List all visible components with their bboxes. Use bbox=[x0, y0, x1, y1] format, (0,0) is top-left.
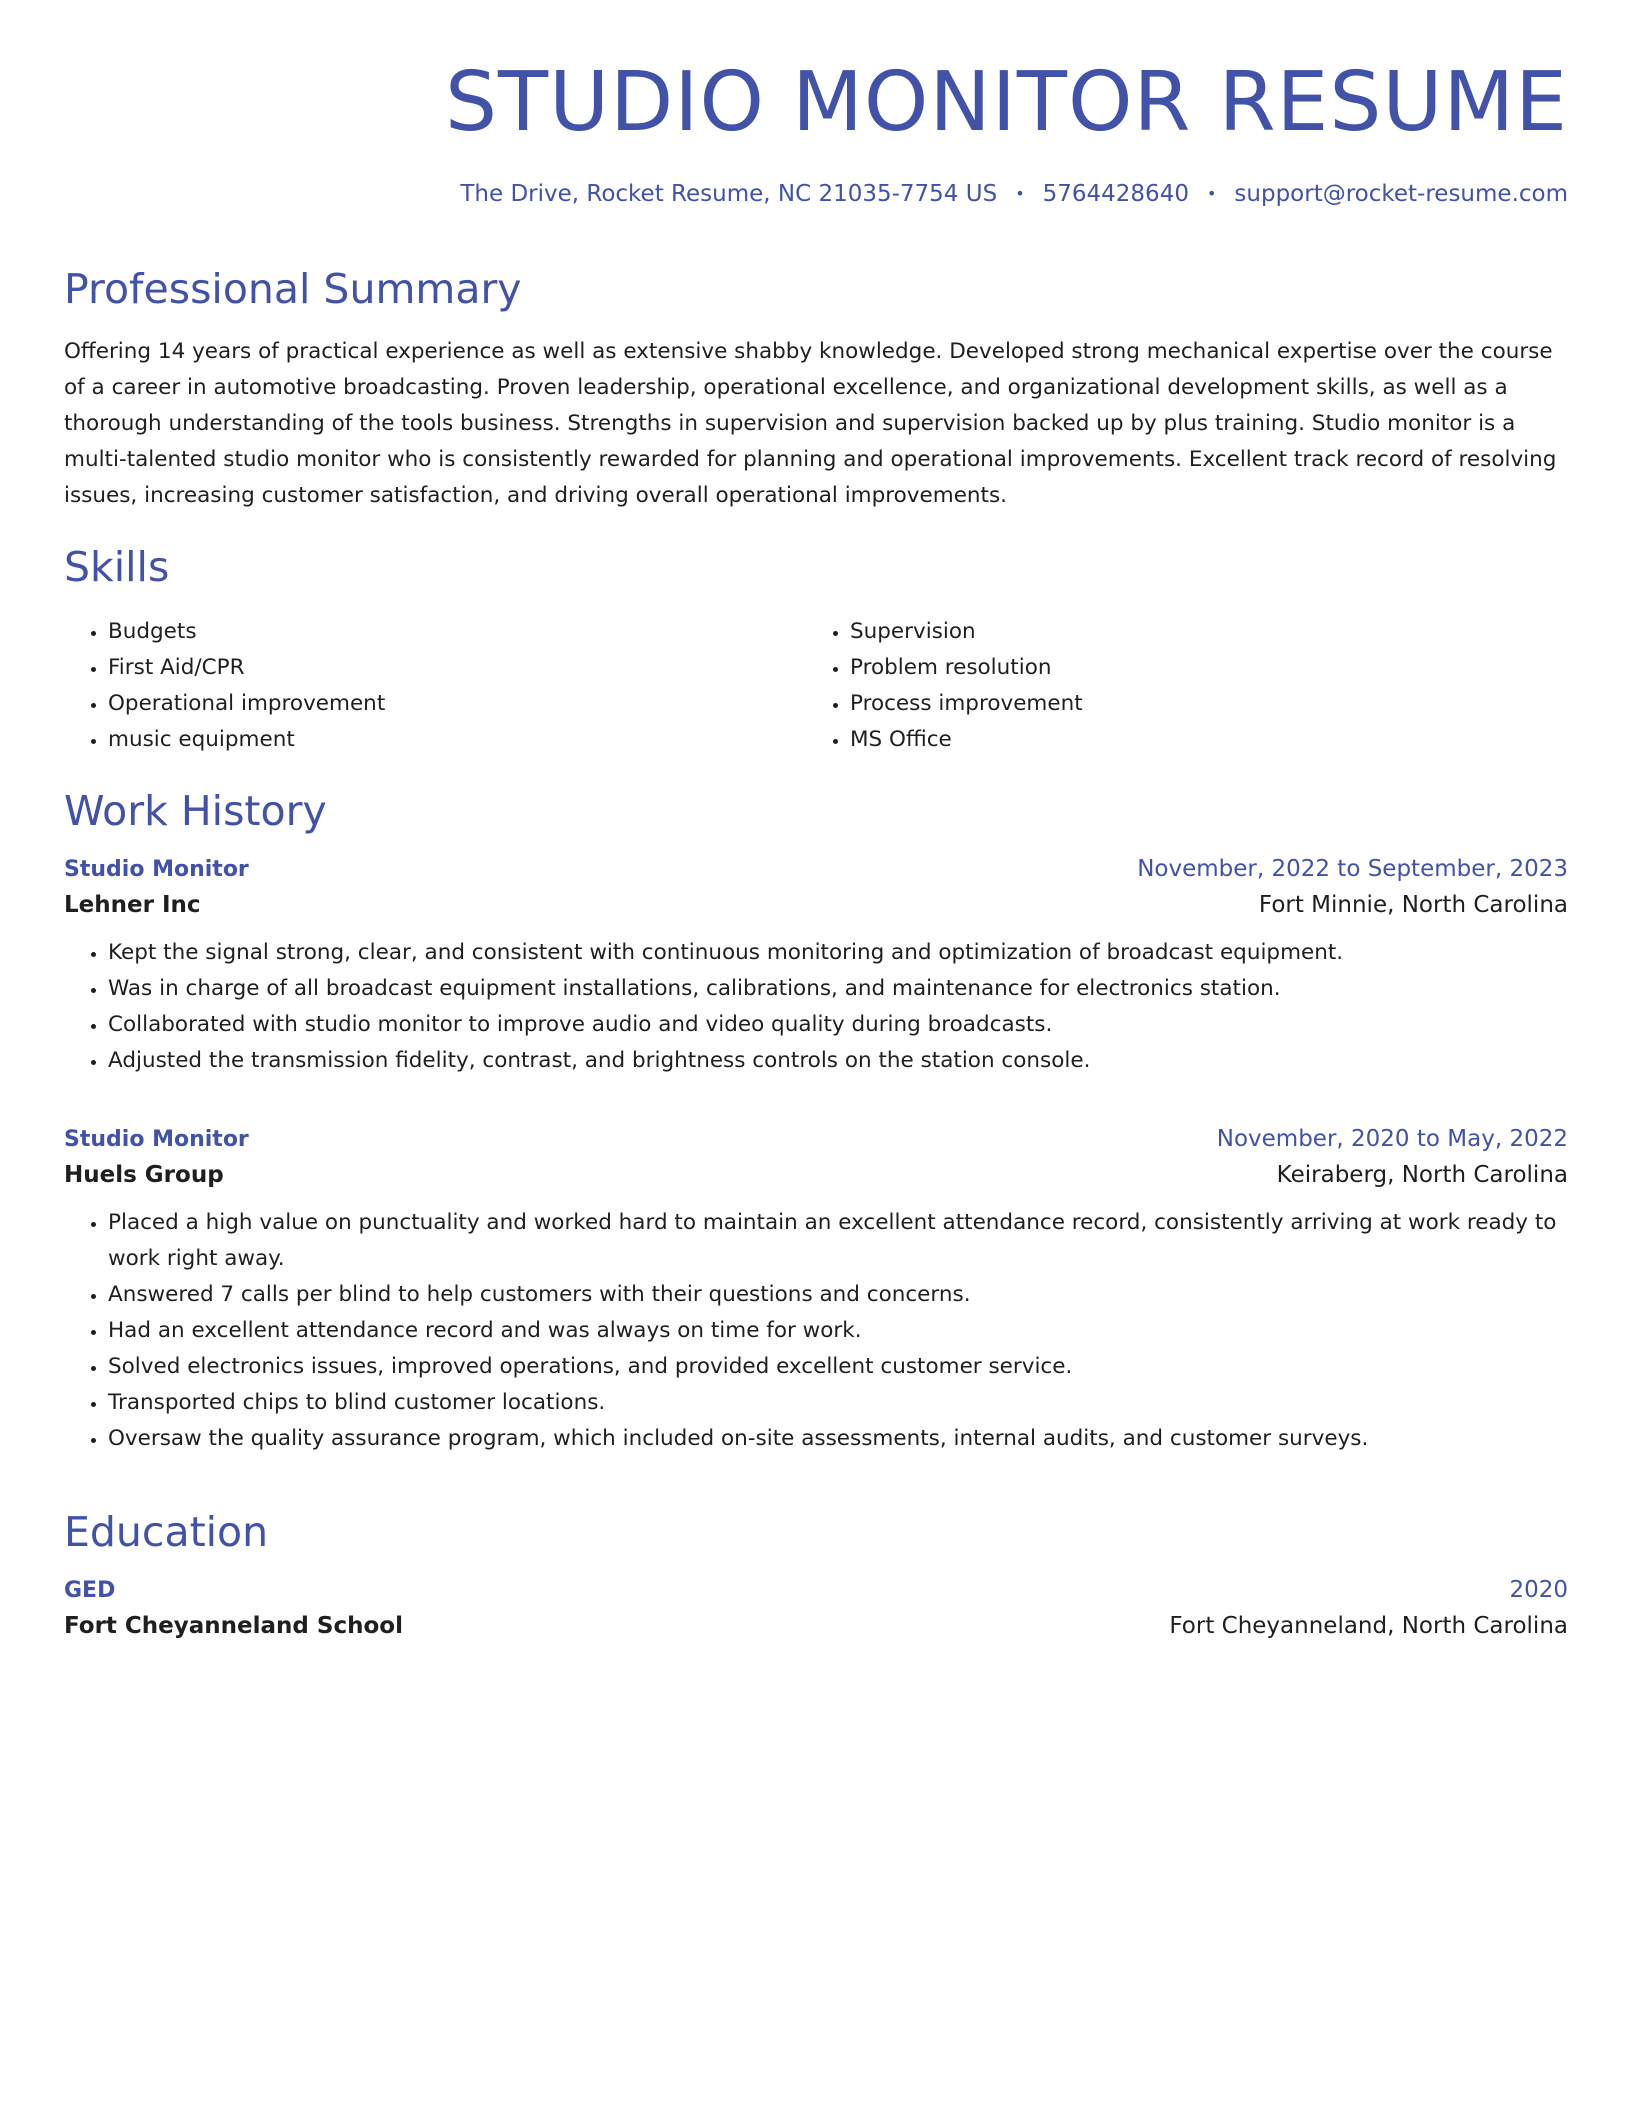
skill-item: • Supervision bbox=[850, 614, 1548, 650]
contact-line bbox=[64, 179, 1568, 209]
education-degree: GED bbox=[64, 1578, 116, 1603]
education-entry bbox=[64, 1573, 1568, 1644]
job-bullet: • Transported chips to blind customer locations. bbox=[108, 1385, 1568, 1421]
skills-column-right bbox=[806, 614, 1548, 758]
skill-item: • First Aid/CPR bbox=[108, 650, 806, 686]
job-bullet: • Adjusted the transmission fidelity, contrast, and brightness controls on the station console. bbox=[108, 1043, 1568, 1079]
education-location: Fort Cheyanneland, North Carolina bbox=[1169, 1613, 1568, 1639]
bullet-separator: • bbox=[1015, 184, 1025, 203]
resume-page bbox=[64, 0, 1568, 1639]
skills-list bbox=[64, 614, 1568, 758]
job-location: Keiraberg, North Carolina bbox=[1276, 1162, 1568, 1188]
resume-title: STUDIO MONITOR RESUME bbox=[445, 55, 1568, 150]
job-bullet: • Oversaw the quality assurance program, which included on-site assessments, internal audits, and customer surveys. bbox=[108, 1421, 1568, 1457]
skill-item: • Process improvement bbox=[850, 686, 1548, 722]
job-entry bbox=[64, 1122, 1568, 1457]
skill-item: • Problem resolution bbox=[850, 650, 1548, 686]
job-role: Studio Monitor bbox=[64, 1127, 249, 1152]
skill-item: • Budgets bbox=[108, 614, 806, 650]
skills-column-left bbox=[64, 614, 806, 758]
bullet-separator: • bbox=[1206, 184, 1217, 203]
job-company-row bbox=[64, 1157, 1568, 1193]
education-header-row bbox=[64, 1573, 1568, 1608]
skill-item: • MS Office bbox=[850, 722, 1548, 758]
job-company: Huels Group bbox=[64, 1162, 224, 1188]
education-school: Fort Cheyanneland School bbox=[64, 1613, 403, 1639]
job-header-row bbox=[64, 1122, 1568, 1157]
job-bullet: • Was in charge of all broadcast equipment installations, calibrations, and maintenance for electronics station. bbox=[108, 971, 1568, 1007]
skills-heading: Skills bbox=[64, 543, 170, 591]
education-year: 2020 bbox=[1509, 1577, 1568, 1603]
contact-address: The Drive, Rocket Resume, NC 21035-7754 US bbox=[460, 181, 998, 207]
job-bullets bbox=[64, 935, 1568, 1079]
job-bullet: • Collaborated with studio monitor to improve audio and video quality during broadcasts. bbox=[108, 1007, 1568, 1043]
job-location: Fort Minnie, North Carolina bbox=[1258, 892, 1568, 918]
job-bullet: • Answered 7 calls per blind to help customers with their questions and concerns. bbox=[108, 1277, 1568, 1313]
job-dates: November, 2022 to September, 2023 bbox=[1137, 856, 1568, 882]
job-company-row bbox=[64, 887, 1568, 923]
skill-item: • music equipment bbox=[108, 722, 806, 758]
job-entry bbox=[64, 852, 1568, 1079]
contact-phone: 5764428640 bbox=[1042, 181, 1189, 207]
summary-text: Offering 14 years of practical experience as well as extensive shabby knowledge. Developed strong mechanical expertise over the course of a career in automotive broadcasting. Proven leadership, operational excellence, and organizational development skills, as well as a thorough understanding of the tools business. Strengths in supervision and supervision backed up by plus training. Studio monitor is a multi-talented studio monitor who is consistently rewarded for planning and operational improvements. Excellent track record of resolving issues, increasing customer satisfaction, and driving overall operational improvements. bbox=[64, 339, 1557, 508]
job-header-row bbox=[64, 852, 1568, 887]
job-bullet: • Kept the signal strong, clear, and consistent with continuous monitoring and optimization of broadcast equipment. bbox=[108, 935, 1568, 971]
job-bullet: • Solved electronics issues, improved operations, and provided excellent customer service. bbox=[108, 1349, 1568, 1385]
job-company: Lehner Inc bbox=[64, 892, 201, 918]
job-dates: November, 2020 to May, 2022 bbox=[1216, 1126, 1568, 1152]
job-bullets bbox=[64, 1205, 1568, 1457]
job-bullet: • Had an excellent attendance record and was always on time for work. bbox=[108, 1313, 1568, 1349]
education-school-row bbox=[64, 1608, 1568, 1644]
work-history-heading: Work History bbox=[64, 787, 327, 835]
summary-heading: Professional Summary bbox=[64, 265, 522, 313]
job-bullet: • Placed a high value on punctuality and worked hard to maintain an excellent attendance record, consistently arriving at work ready to work right away. bbox=[108, 1205, 1568, 1277]
education-heading: Education bbox=[64, 1508, 269, 1556]
contact-email: support@rocket-resume.com bbox=[1234, 181, 1568, 207]
skill-item: • Operational improvement bbox=[108, 686, 806, 722]
job-role: Studio Monitor bbox=[64, 857, 249, 882]
